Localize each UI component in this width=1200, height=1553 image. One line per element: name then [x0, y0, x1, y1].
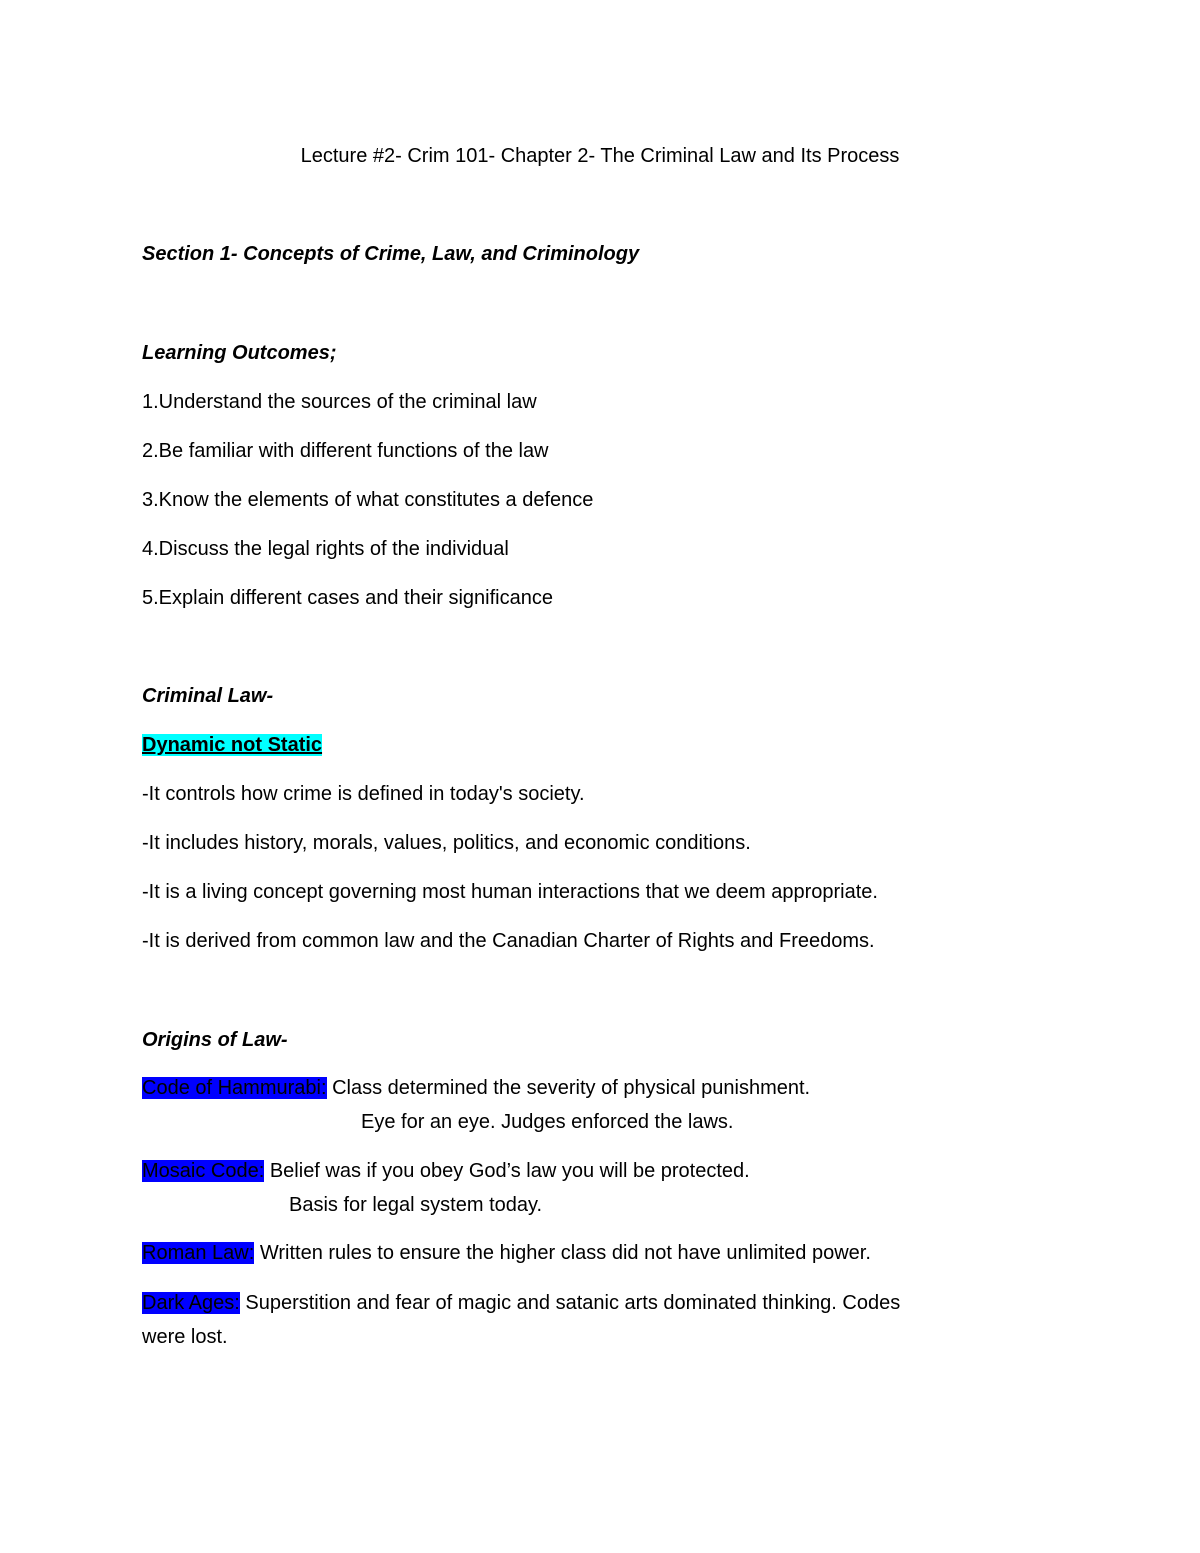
origin-term-highlight: Mosaic Code:	[142, 1160, 265, 1182]
dynamic-not-static-highlight: Dynamic not Static	[142, 734, 323, 756]
criminal-law-heading: Criminal Law-	[142, 685, 274, 707]
outcome-item: 2.Be familiar with different functions of the law	[142, 440, 549, 462]
lecture-title: Lecture #2- Crim 101- Chapter 2- The Criminal Law and Its Process	[300, 145, 900, 167]
outcome-item: 5.Explain different cases and their significance	[142, 587, 553, 609]
outcome-item: 3.Know the elements of what constitutes a defence	[142, 489, 594, 511]
origin-entry-roman	[142, 1239, 871, 1267]
origin-continuation: Eye for an eye. Judges enforced the laws.	[361, 1111, 734, 1133]
criminal-law-point: -It includes history, morals, values, politics, and economic conditions.	[142, 832, 751, 854]
origin-continuation: Basis for legal system today.	[289, 1194, 543, 1216]
section-heading: Section 1- Concepts of Crime, Law, and Criminology	[142, 243, 640, 265]
outcome-item: 1.Understand the sources of the criminal law	[142, 391, 537, 413]
origin-description: Superstition and fear of magic and satanic arts dominated thinking. Codes	[239, 1292, 901, 1314]
dynamic-highlight-line	[142, 731, 322, 759]
criminal-law-point: -It controls how crime is defined in today's society.	[142, 783, 585, 805]
origin-description: Belief was if you obey God’s law you will be protected.	[264, 1160, 750, 1182]
criminal-law-point: -It is a living concept governing most human interactions that we deem appropriate.	[142, 881, 878, 903]
origin-term-highlight: Dark Ages:	[142, 1292, 240, 1314]
origin-entry-hammurabi	[142, 1074, 810, 1102]
outcome-item: 4.Discuss the legal rights of the individual	[142, 538, 509, 560]
origins-heading: Origins of Law-	[142, 1029, 288, 1051]
learning-outcomes-heading: Learning Outcomes;	[142, 342, 337, 364]
origin-entry-dark-ages	[142, 1289, 900, 1317]
criminal-law-point: -It is derived from common law and the Canadian Charter of Rights and Freedoms.	[142, 930, 875, 952]
origin-term-highlight: Roman Law:	[142, 1242, 255, 1264]
origin-entry-mosaic	[142, 1157, 750, 1185]
origin-term-highlight: Code of Hammurabi:	[142, 1077, 327, 1099]
origin-description: Written rules to ensure the higher class did not have unlimited power.	[254, 1242, 871, 1264]
origin-continuation: were lost.	[142, 1326, 228, 1348]
origin-description: Class determined the severity of physical punishment.	[326, 1077, 811, 1099]
